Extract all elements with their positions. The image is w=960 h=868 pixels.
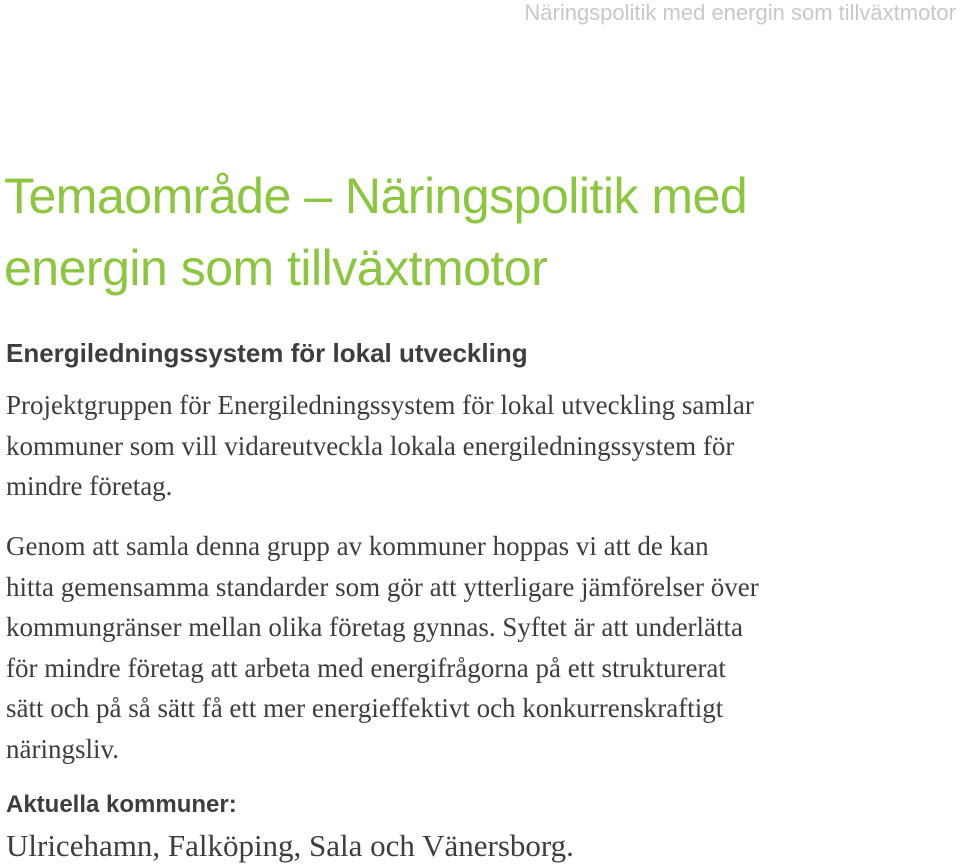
page-title-line-2: energin som tillväxtmotor (4, 240, 548, 296)
purpose-paragraph (6, 526, 759, 769)
municipalities-list: Ulricehamn, Falköping, Sala och Vänersborg. (6, 828, 574, 863)
paragraph-line: kommuner som vill vidareutveckla lokala energiledningssystem för (6, 430, 735, 461)
paragraph-line: kommungränser mellan olika företag gynnas. Syftet är att underlätta (6, 612, 744, 642)
paragraph-line: hitta gemensamma standarder som gör att ytterligare jämförelser över (6, 571, 759, 602)
municipalities-label: Aktuella kommuner: (6, 791, 237, 818)
paragraph-line: näringsliv. (6, 733, 119, 764)
paragraph-line: Genom att samla denna grupp av kommuner hoppas vi att de kan (6, 531, 709, 561)
intro-paragraph (6, 385, 754, 507)
page-title (4, 160, 747, 304)
running-header: Näringspolitik med energin som tillväxtmotor (524, 0, 956, 25)
paragraph-line: för mindre företag att arbeta med energifrågorna på ett strukturerat (6, 652, 726, 683)
paragraph-line: sätt och på så sätt få ett mer energieffektivt och konkurrenskraftigt (6, 693, 724, 723)
page-title-line-1: Temaområde – Näringspolitik med (4, 168, 748, 224)
section-heading: Energiledningssystem för lokal utveckling (6, 338, 528, 368)
paragraph-line: Projektgruppen för Energiledningssystem för lokal utveckling samlar (6, 390, 754, 420)
paragraph-line: mindre företag. (6, 471, 173, 501)
